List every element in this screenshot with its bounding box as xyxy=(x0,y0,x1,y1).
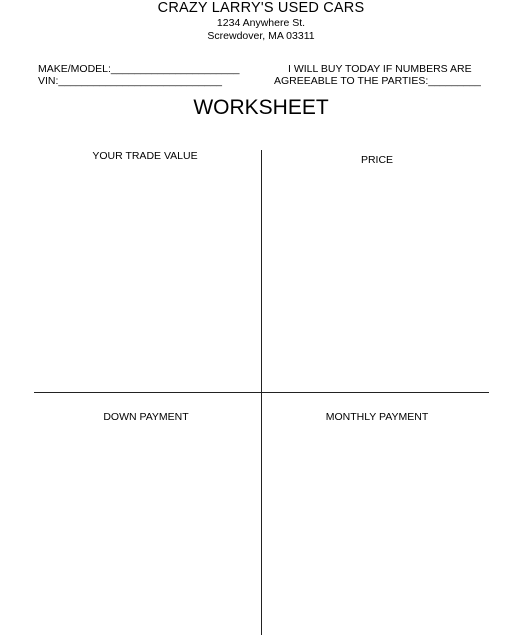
monthly-payment-label: MONTHLY PAYMENT xyxy=(325,411,429,423)
trade-value-label: YOUR TRADE VALUE xyxy=(92,150,198,162)
down-payment-label: DOWN PAYMENT xyxy=(103,411,189,423)
vin-field[interactable]: VIN:____________________________ xyxy=(38,75,222,87)
worksheet-title: WORKSHEET xyxy=(193,96,329,119)
company-name: CRAZY LARRY'S USED CARS xyxy=(157,0,365,16)
make-model-field[interactable]: MAKE/MODEL:______________________ xyxy=(38,63,240,75)
agreement-signature-field[interactable]: AGREEABLE TO THE PARTIES:_________ xyxy=(274,75,481,87)
company-address: 1234 Anywhere St. xyxy=(216,17,306,29)
company-city: Screwdover, MA 03311 xyxy=(207,30,315,42)
price-label: PRICE xyxy=(360,154,394,166)
horizontal-divider xyxy=(34,392,489,393)
agreement-line-1: I WILL BUY TODAY IF NUMBERS ARE xyxy=(288,63,472,75)
